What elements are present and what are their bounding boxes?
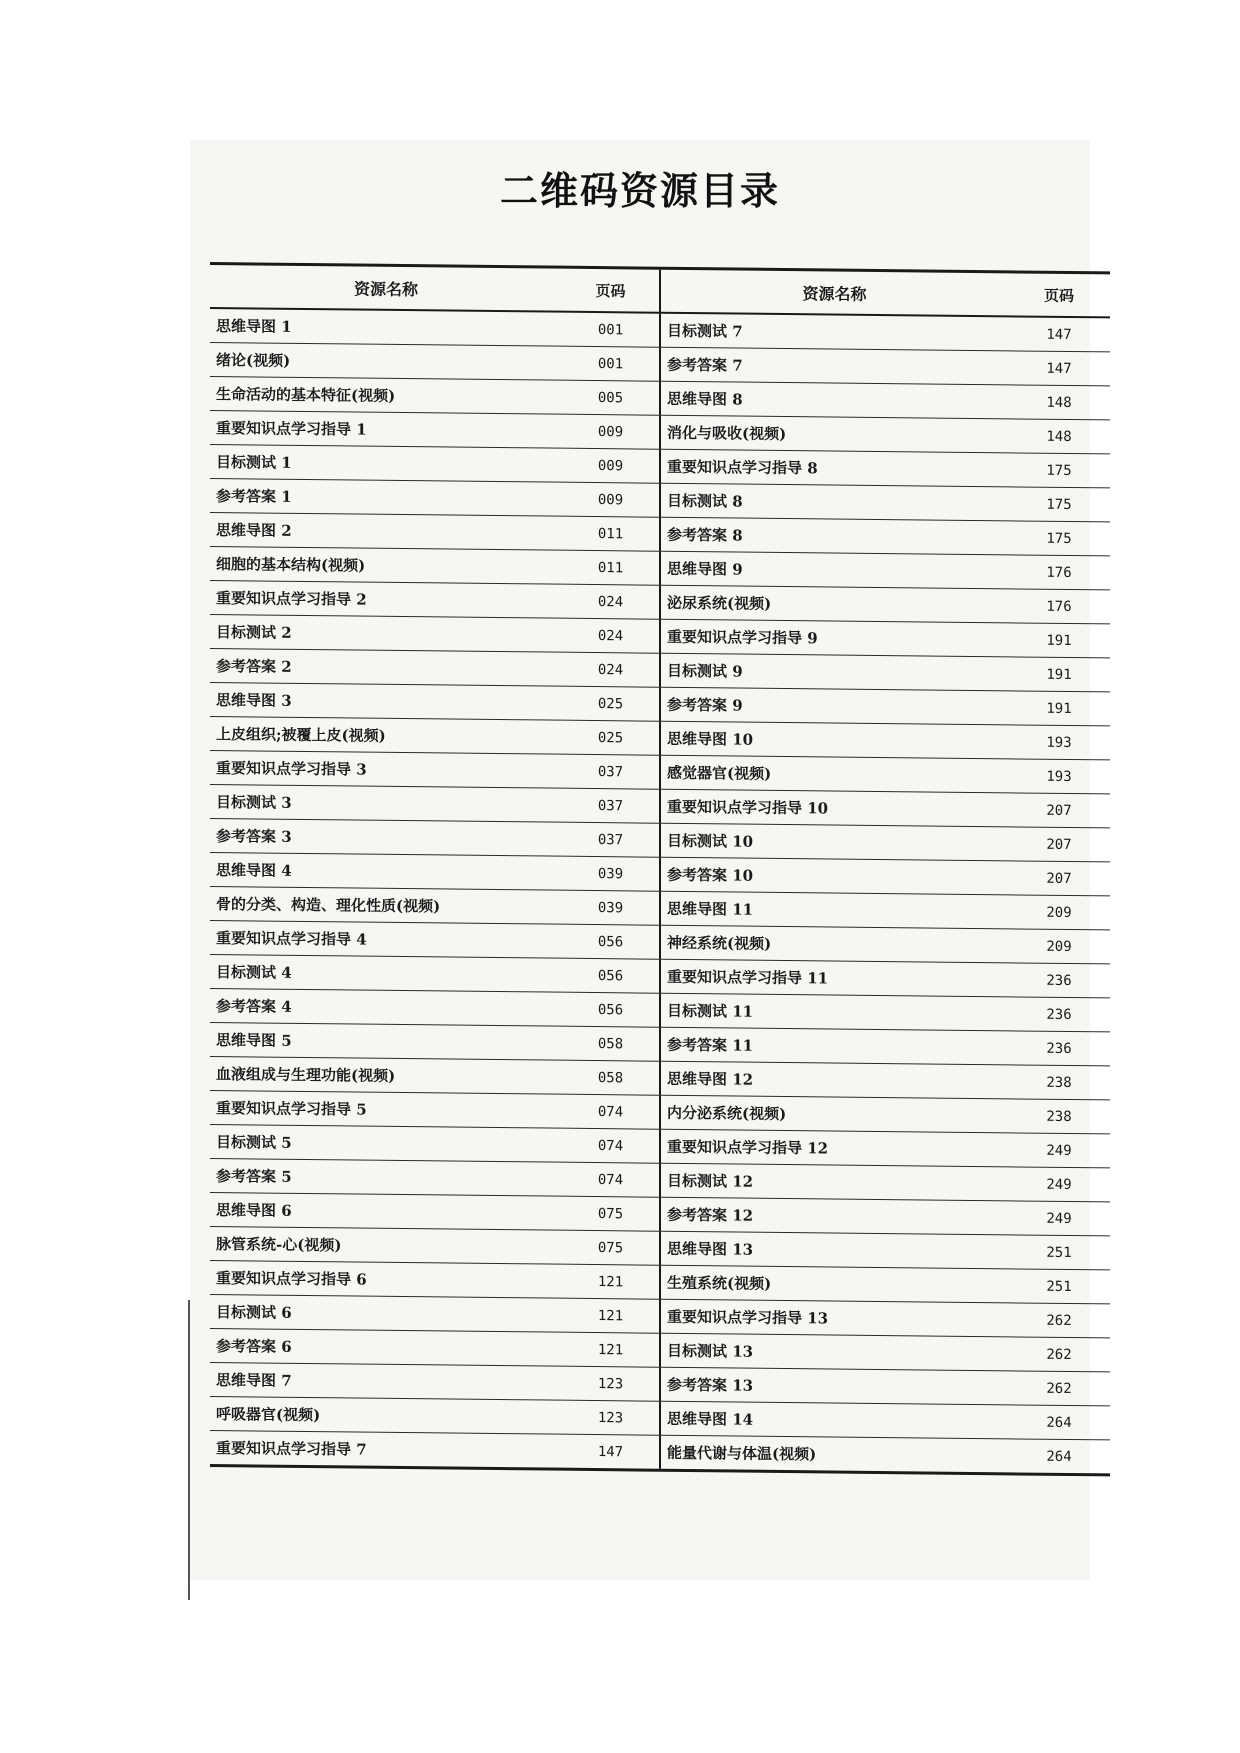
right-resource-name: 泌尿系统(视频) (660, 585, 1008, 623)
right-resource-name: 重要知识点学习指导 13 (660, 1299, 1008, 1337)
left-page-number: 005 (562, 380, 660, 415)
left-page-number: 058 (562, 1060, 660, 1095)
left-page-number: 024 (562, 584, 660, 619)
left-resource-name: 思维导图 3 (210, 683, 562, 721)
left-page-number: 123 (562, 1400, 660, 1435)
right-page-number: 264 (1008, 1439, 1110, 1475)
right-resource-name: 重要知识点学习指导 8 (660, 449, 1008, 487)
left-resource-name: 目标测试 5 (210, 1125, 562, 1163)
left-page-number: 074 (562, 1094, 660, 1129)
left-page-number: 074 (562, 1162, 660, 1197)
right-page-number: 249 (1008, 1133, 1110, 1168)
left-resource-name: 骨的分类、构造、理化性质(视频) (210, 887, 562, 925)
right-page-number: 238 (1008, 1065, 1110, 1100)
page-edge-line (188, 1300, 190, 1600)
right-page-number: 191 (1008, 657, 1110, 692)
left-page-number: 039 (562, 856, 660, 891)
left-page-number: 121 (562, 1332, 660, 1367)
right-resource-name: 思维导图 11 (660, 891, 1008, 929)
right-page-number: 209 (1008, 929, 1110, 964)
right-resource-name: 神经系统(视频) (660, 925, 1008, 963)
right-resource-name: 消化与吸收(视频) (660, 415, 1008, 453)
right-resource-name: 参考答案 13 (660, 1367, 1008, 1405)
left-page-number: 123 (562, 1366, 660, 1401)
left-resource-name: 参考答案 4 (210, 989, 562, 1027)
right-page-number: 207 (1008, 861, 1110, 896)
left-resource-name: 呼吸器官(视频) (210, 1397, 562, 1435)
right-page-number: 191 (1008, 623, 1110, 658)
left-page-number: 056 (562, 992, 660, 1027)
right-resource-name: 思维导图 14 (660, 1401, 1008, 1439)
left-resource-name: 重要知识点学习指导 2 (210, 581, 562, 619)
left-resource-name: 思维导图 1 (210, 308, 562, 346)
left-resource-name: 重要知识点学习指导 6 (210, 1261, 562, 1299)
qr-resource-table (210, 262, 1110, 1476)
left-page-number: 075 (562, 1230, 660, 1265)
right-page-number: 175 (1008, 487, 1110, 522)
right-resource-name: 思维导图 12 (660, 1061, 1008, 1099)
right-page-number: 176 (1008, 555, 1110, 590)
left-resource-name: 血液组成与生理功能(视频) (210, 1057, 562, 1095)
left-page-number: 001 (562, 312, 660, 348)
left-page-number: 025 (562, 686, 660, 721)
right-resource-name: 重要知识点学习指导 9 (660, 619, 1008, 657)
right-page-number: 147 (1008, 316, 1110, 352)
right-page-number: 249 (1008, 1201, 1110, 1236)
right-resource-name: 参考答案 7 (660, 347, 1008, 385)
left-resource-name: 思维导图 4 (210, 853, 562, 891)
left-page-number: 037 (562, 754, 660, 789)
left-resource-name: 思维导图 6 (210, 1193, 562, 1231)
right-resource-name: 生殖系统(视频) (660, 1265, 1008, 1303)
left-resource-name: 目标测试 2 (210, 615, 562, 653)
right-resource-name: 重要知识点学习指导 12 (660, 1129, 1008, 1167)
left-page-number: 037 (562, 788, 660, 823)
left-resource-name: 参考答案 2 (210, 649, 562, 687)
header-page-right: 页码 (1008, 272, 1110, 318)
right-page-number: 262 (1008, 1371, 1110, 1406)
left-resource-name: 细胞的基本结构(视频) (210, 547, 562, 585)
right-resource-name: 目标测试 7 (660, 313, 1008, 351)
right-page-number: 238 (1008, 1099, 1110, 1134)
right-page-number: 209 (1008, 895, 1110, 930)
right-page-number: 264 (1008, 1405, 1110, 1440)
header-name-left: 资源名称 (210, 264, 562, 312)
right-resource-name: 目标测试 12 (660, 1163, 1008, 1201)
right-page-number: 148 (1008, 385, 1110, 420)
right-page-number: 193 (1008, 725, 1110, 760)
left-resource-name: 思维导图 5 (210, 1023, 562, 1061)
right-page-number: 148 (1008, 419, 1110, 454)
right-page-number: 191 (1008, 691, 1110, 726)
right-page-number: 193 (1008, 759, 1110, 794)
page-title: 二维码资源目录 (499, 168, 780, 213)
left-page-number: 009 (562, 482, 660, 517)
left-resource-name: 思维导图 7 (210, 1363, 562, 1401)
right-resource-name: 思维导图 9 (660, 551, 1008, 589)
right-resource-name: 思维导图 13 (660, 1231, 1008, 1269)
right-page-number: 207 (1008, 793, 1110, 828)
left-resource-name: 思维导图 2 (210, 513, 562, 551)
right-page-number: 175 (1008, 453, 1110, 488)
left-page-number: 074 (562, 1128, 660, 1163)
left-page-number: 024 (562, 618, 660, 653)
right-page-number: 251 (1008, 1235, 1110, 1270)
left-page-number: 075 (562, 1196, 660, 1231)
right-resource-name: 参考答案 9 (660, 687, 1008, 725)
left-page-number: 147 (562, 1434, 660, 1470)
left-resource-name: 参考答案 6 (210, 1329, 562, 1367)
right-resource-name: 目标测试 13 (660, 1333, 1008, 1371)
left-resource-name: 参考答案 1 (210, 479, 562, 517)
right-page-number: 175 (1008, 521, 1110, 556)
left-page-number: 024 (562, 652, 660, 687)
left-resource-name: 重要知识点学习指导 4 (210, 921, 562, 959)
left-page-number: 121 (562, 1264, 660, 1299)
right-resource-name: 参考答案 11 (660, 1027, 1008, 1065)
left-resource-name: 绪论(视频) (210, 343, 562, 381)
left-page-number: 058 (562, 1026, 660, 1061)
right-resource-name: 目标测试 8 (660, 483, 1008, 521)
right-page-number: 249 (1008, 1167, 1110, 1202)
left-resource-name: 目标测试 3 (210, 785, 562, 823)
header-page-left: 页码 (562, 267, 660, 313)
right-resource-name: 重要知识点学习指导 10 (660, 789, 1008, 827)
left-page-number: 037 (562, 822, 660, 857)
left-resource-name: 目标测试 6 (210, 1295, 562, 1333)
right-page-number: 251 (1008, 1269, 1110, 1304)
right-page-number: 147 (1008, 351, 1110, 386)
left-page-number: 025 (562, 720, 660, 755)
left-resource-name: 重要知识点学习指导 5 (210, 1091, 562, 1129)
left-page-number: 056 (562, 924, 660, 959)
right-resource-name: 参考答案 8 (660, 517, 1008, 555)
right-resource-name: 思维导图 10 (660, 721, 1008, 759)
right-resource-name: 重要知识点学习指导 11 (660, 959, 1008, 997)
left-resource-name: 重要知识点学习指导 3 (210, 751, 562, 789)
right-page-number: 236 (1008, 963, 1110, 998)
left-resource-name: 上皮组织;被覆上皮(视频) (210, 717, 562, 755)
right-resource-name: 目标测试 10 (660, 823, 1008, 861)
left-resource-name: 目标测试 1 (210, 445, 562, 483)
right-resource-name: 感觉器官(视频) (660, 755, 1008, 793)
left-page-number: 121 (562, 1298, 660, 1333)
table-body (210, 308, 1110, 1475)
left-resource-name: 生命活动的基本特征(视频) (210, 377, 562, 415)
left-page-number: 056 (562, 958, 660, 993)
right-page-number: 207 (1008, 827, 1110, 862)
left-page-number: 009 (562, 414, 660, 449)
left-resource-name: 重要知识点学习指导 1 (210, 411, 562, 449)
left-page-number: 039 (562, 890, 660, 925)
right-resource-name: 参考答案 10 (660, 857, 1008, 895)
left-resource-name: 重要知识点学习指导 7 (210, 1431, 562, 1470)
left-resource-name: 参考答案 5 (210, 1159, 562, 1197)
header-name-right: 资源名称 (660, 268, 1008, 316)
left-resource-name: 目标测试 4 (210, 955, 562, 993)
right-resource-name: 能量代谢与体温(视频) (660, 1435, 1008, 1474)
right-page-number: 262 (1008, 1337, 1110, 1372)
right-resource-name: 参考答案 12 (660, 1197, 1008, 1235)
right-page-number: 176 (1008, 589, 1110, 624)
left-resource-name: 脉管系统-心(视频) (210, 1227, 562, 1265)
right-page-number: 236 (1008, 997, 1110, 1032)
left-page-number: 011 (562, 550, 660, 585)
right-resource-name: 内分泌系统(视频) (660, 1095, 1008, 1133)
left-page-number: 001 (562, 346, 660, 381)
left-page-number: 009 (562, 448, 660, 483)
right-resource-name: 目标测试 11 (660, 993, 1008, 1031)
right-page-number: 236 (1008, 1031, 1110, 1066)
left-page-number: 011 (562, 516, 660, 551)
right-page-number: 262 (1008, 1303, 1110, 1338)
right-resource-name: 目标测试 9 (660, 653, 1008, 691)
left-resource-name: 参考答案 3 (210, 819, 562, 857)
right-resource-name: 思维导图 8 (660, 381, 1008, 419)
